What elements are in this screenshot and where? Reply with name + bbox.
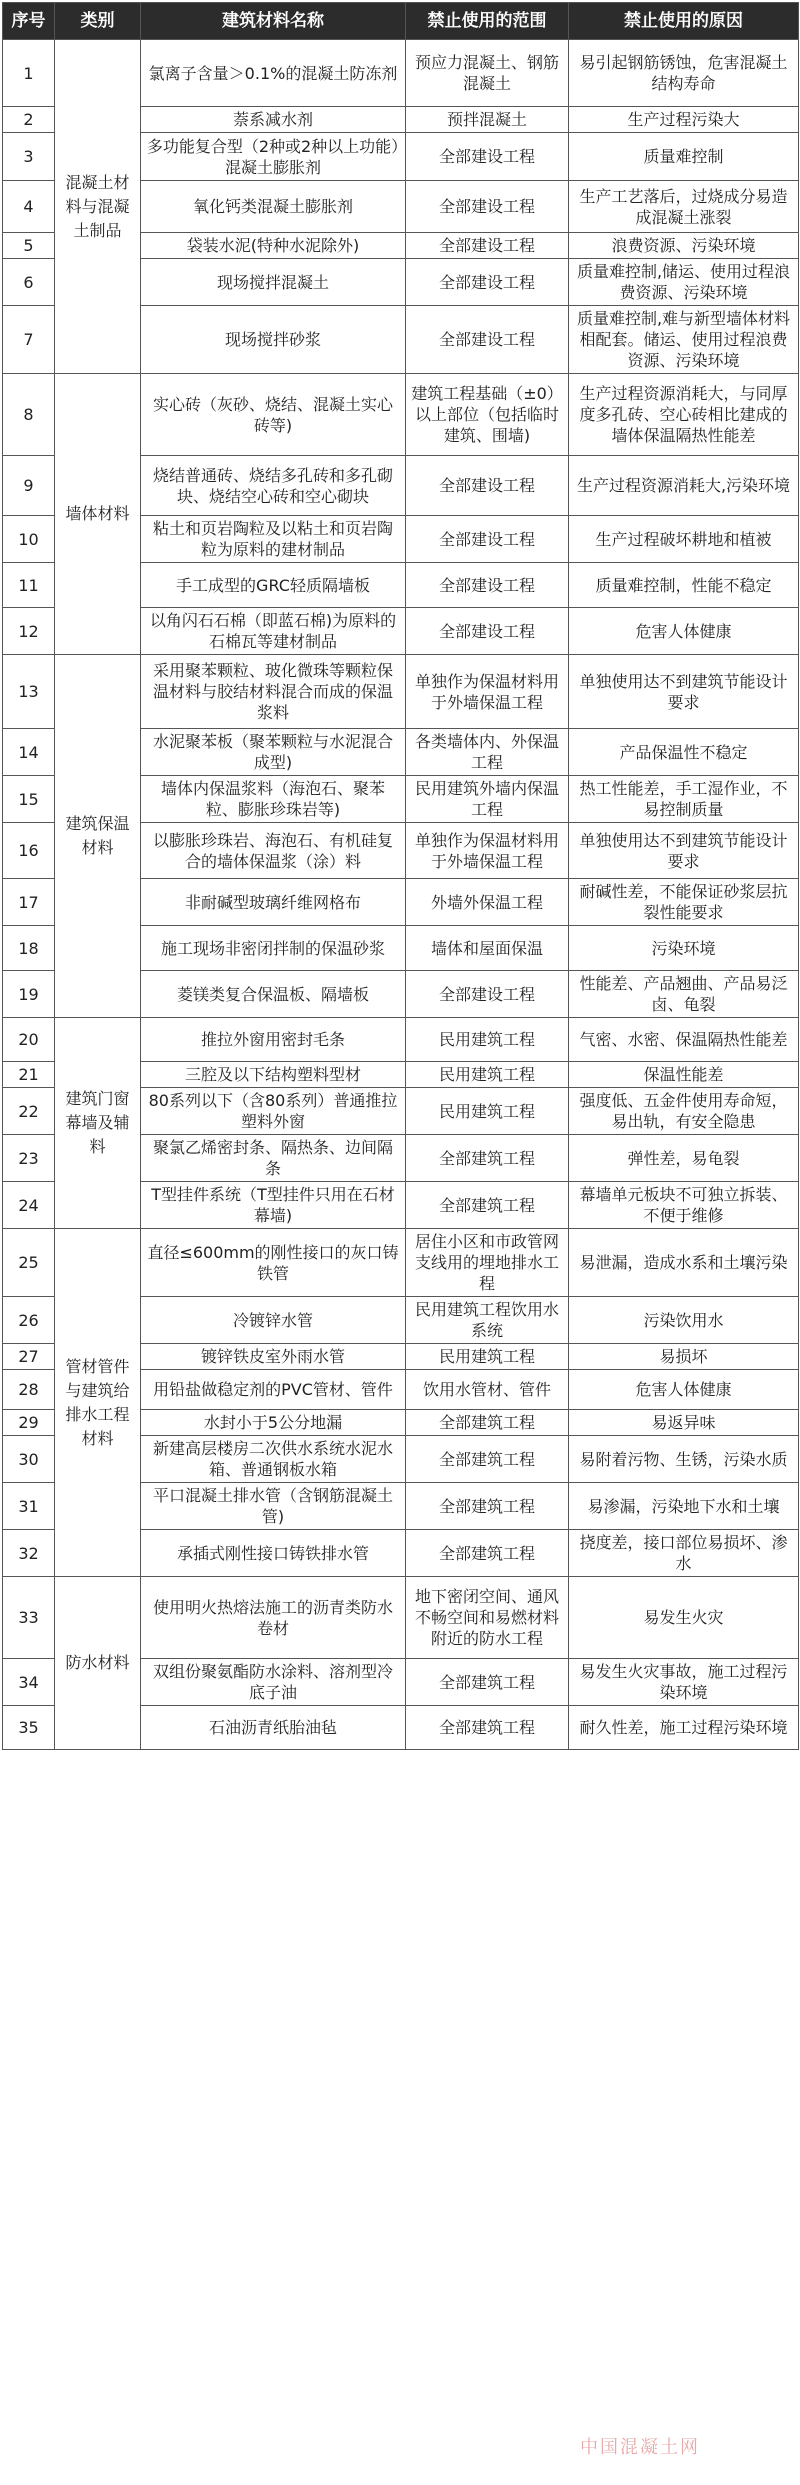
material-name: 使用明火热熔法施工的沥青类防水卷材 xyxy=(141,1577,406,1659)
table-body xyxy=(3,40,799,1750)
prohibited-reason: 易引起钢筋锈蚀，危害混凝土结构寿命 xyxy=(569,40,799,107)
prohibited-reason: 危害人体健康 xyxy=(569,1370,799,1410)
row-number: 13 xyxy=(3,655,55,729)
prohibited-reason: 产品保温性不稳定 xyxy=(569,729,799,776)
prohibited-reason: 热工性能差，手工湿作业，不易控制质量 xyxy=(569,776,799,823)
material-name: 粘土和页岩陶粒及以粘土和页岩陶粒为原料的建材制品 xyxy=(141,516,406,563)
material-name: 以角闪石石棉（即蓝石棉)为原料的石棉瓦等建材制品 xyxy=(141,608,406,655)
material-name: 三腔及以下结构塑料型材 xyxy=(141,1062,406,1088)
category-cell: 防水材料 xyxy=(55,1577,141,1750)
category-cell: 混凝土材料与混凝土制品 xyxy=(55,40,141,374)
prohibited-scope: 民用建筑工程饮用水系统 xyxy=(406,1297,569,1344)
prohibited-scope: 全部建筑工程 xyxy=(406,1659,569,1706)
prohibited-reason: 易泄漏，造成水系和土壤污染 xyxy=(569,1229,799,1297)
prohibited-reason: 易发生火灾 xyxy=(569,1577,799,1659)
row-number: 7 xyxy=(3,306,55,374)
row-number: 32 xyxy=(3,1530,55,1577)
row-number: 12 xyxy=(3,608,55,655)
prohibited-reason: 生产过程污染大 xyxy=(569,107,799,133)
row-number: 34 xyxy=(3,1659,55,1706)
prohibited-reason: 易损坏 xyxy=(569,1344,799,1370)
row-number: 5 xyxy=(3,233,55,259)
prohibited-reason: 保温性能差 xyxy=(569,1062,799,1088)
row-number: 10 xyxy=(3,516,55,563)
row-number: 22 xyxy=(3,1088,55,1135)
material-name: 水泥聚苯板（聚苯颗粒与水泥混合成型) xyxy=(141,729,406,776)
prohibited-reason: 耐久性差，施工过程污染环境 xyxy=(569,1706,799,1750)
material-name: 施工现场非密闭拌制的保温砂浆 xyxy=(141,926,406,971)
material-name: 烧结普通砖、烧结多孔砖和多孔砌块、烧结空心砖和空心砌块 xyxy=(141,456,406,516)
row-number: 23 xyxy=(3,1135,55,1182)
prohibited-reason: 污染饮用水 xyxy=(569,1297,799,1344)
prohibited-scope: 外墙外保温工程 xyxy=(406,879,569,926)
prohibited-scope: 全部建筑工程 xyxy=(406,1135,569,1182)
prohibited-scope: 全部建设工程 xyxy=(406,133,569,181)
material-name: 直径≤600mm的刚性接口的灰口铸铁管 xyxy=(141,1229,406,1297)
category-cell: 墙体材料 xyxy=(55,374,141,655)
prohibited-scope: 民用建筑工程 xyxy=(406,1062,569,1088)
prohibited-scope: 全部建筑工程 xyxy=(406,1182,569,1229)
material-name: 采用聚苯颗粒、玻化微珠等颗粒保温材料与胶结材料混合而成的保温浆料 xyxy=(141,655,406,729)
prohibited-scope: 全部建设工程 xyxy=(406,608,569,655)
watermark: 中国混凝土网 xyxy=(580,2437,700,2458)
material-name: 氯离子含量＞0.1%的混凝土防冻剂 xyxy=(141,40,406,107)
prohibited-scope: 全部建筑工程 xyxy=(406,1436,569,1483)
material-name: 以膨胀珍珠岩、海泡石、有机硅复合的墙体保温浆（涂）料 xyxy=(141,823,406,879)
prohibited-scope: 全部建设工程 xyxy=(406,259,569,306)
material-name: 手工成型的GRC轻质隔墙板 xyxy=(141,563,406,608)
table-row xyxy=(3,374,799,456)
prohibited-scope: 民用建筑外墙内保温工程 xyxy=(406,776,569,823)
prohibited-reason: 质量难控制，性能不稳定 xyxy=(569,563,799,608)
prohibited-reason: 生产工艺落后，过烧成分易造成混凝土涨裂 xyxy=(569,181,799,233)
row-number: 33 xyxy=(3,1577,55,1659)
prohibited-reason: 耐碱性差，不能保证砂浆层抗裂性能要求 xyxy=(569,879,799,926)
prohibited-scope: 各类墙体内、外保温工程 xyxy=(406,729,569,776)
row-number: 16 xyxy=(3,823,55,879)
prohibited-reason: 强度低、五金件使用寿命短，易出轨，有安全隐患 xyxy=(569,1088,799,1135)
prohibited-scope: 饮用水管材、管件 xyxy=(406,1370,569,1410)
material-name: 聚氯乙烯密封条、隔热条、边间隔条 xyxy=(141,1135,406,1182)
row-number: 18 xyxy=(3,926,55,971)
prohibited-scope: 全部建设工程 xyxy=(406,181,569,233)
material-name: 菱镁类复合保温板、隔墙板 xyxy=(141,971,406,1018)
row-number: 35 xyxy=(3,1706,55,1750)
prohibited-reason: 单独使用达不到建筑节能设计要求 xyxy=(569,823,799,879)
prohibited-reason: 易返异味 xyxy=(569,1410,799,1436)
prohibited-scope: 全部建设工程 xyxy=(406,563,569,608)
table-header-row xyxy=(3,3,799,40)
prohibited-reason: 弹性差，易龟裂 xyxy=(569,1135,799,1182)
row-number: 30 xyxy=(3,1436,55,1483)
prohibited-reason: 浪费资源、污染环境 xyxy=(569,233,799,259)
material-name: 水封小于5公分地漏 xyxy=(141,1410,406,1436)
table-row xyxy=(3,655,799,729)
prohibited-scope: 全部建设工程 xyxy=(406,456,569,516)
material-name: T型挂件系统（T型挂件只用在石材幕墙) xyxy=(141,1182,406,1229)
prohibited-scope: 预应力混凝土、钢筋混凝土 xyxy=(406,40,569,107)
header-no: 序号 xyxy=(3,3,55,40)
prohibited-scope: 全部建筑工程 xyxy=(406,1706,569,1750)
prohibited-scope: 民用建筑工程 xyxy=(406,1018,569,1062)
prohibited-reason: 质量难控制,难与新型墙体材料相配套。储运、使用过程浪费资源、污染环境 xyxy=(569,306,799,374)
row-number: 19 xyxy=(3,971,55,1018)
prohibited-reason: 易附着污物、生锈，污染水质 xyxy=(569,1436,799,1483)
table-row xyxy=(3,1229,799,1297)
prohibited-reason: 易渗漏，污染地下水和土壤 xyxy=(569,1483,799,1530)
prohibited-reason: 单独使用达不到建筑节能设计要求 xyxy=(569,655,799,729)
prohibited-scope: 单独作为保温材料用于外墙保温工程 xyxy=(406,655,569,729)
material-name: 平口混凝土排水管（含钢筋混凝土管) xyxy=(141,1483,406,1530)
row-number: 11 xyxy=(3,563,55,608)
material-name: 推拉外窗用密封毛条 xyxy=(141,1018,406,1062)
row-number: 2 xyxy=(3,107,55,133)
row-number: 6 xyxy=(3,259,55,306)
material-name: 氧化钙类混凝土膨胀剂 xyxy=(141,181,406,233)
category-cell: 建筑门窗幕墙及辅料 xyxy=(55,1018,141,1229)
prohibited-scope: 居住小区和市政管网支线用的埋地排水工程 xyxy=(406,1229,569,1297)
row-number: 15 xyxy=(3,776,55,823)
prohibited-scope: 单独作为保温材料用于外墙保温工程 xyxy=(406,823,569,879)
prohibited-scope: 全部建设工程 xyxy=(406,233,569,259)
row-number: 28 xyxy=(3,1370,55,1410)
row-number: 26 xyxy=(3,1297,55,1344)
prohibited-scope: 民用建筑工程 xyxy=(406,1088,569,1135)
header-material-name: 建筑材料名称 xyxy=(141,3,406,40)
prohibited-scope: 全部建筑工程 xyxy=(406,1410,569,1436)
row-number: 4 xyxy=(3,181,55,233)
material-name: 承插式刚性接口铸铁排水管 xyxy=(141,1530,406,1577)
row-number: 29 xyxy=(3,1410,55,1436)
prohibited-scope: 全部建设工程 xyxy=(406,516,569,563)
row-number: 1 xyxy=(3,40,55,107)
header-prohibited-reason: 禁止使用的原因 xyxy=(569,3,799,40)
prohibited-scope: 民用建筑工程 xyxy=(406,1344,569,1370)
prohibited-scope: 地下密闭空间、通风不畅空间和易燃材料附近的防水工程 xyxy=(406,1577,569,1659)
material-name: 80系列以下（含80系列）普通推拉塑料外窗 xyxy=(141,1088,406,1135)
material-name: 非耐碱型玻璃纤维网格布 xyxy=(141,879,406,926)
material-name: 现场搅拌混凝土 xyxy=(141,259,406,306)
header-prohibited-scope: 禁止使用的范围 xyxy=(406,3,569,40)
header-category: 类别 xyxy=(55,3,141,40)
prohibited-scope: 预拌混凝土 xyxy=(406,107,569,133)
table-row xyxy=(3,1577,799,1659)
material-name: 冷镀锌水管 xyxy=(141,1297,406,1344)
prohibited-reason: 气密、水密、保温隔热性能差 xyxy=(569,1018,799,1062)
row-number: 31 xyxy=(3,1483,55,1530)
prohibited-reason: 幕墙单元板块不可独立拆装、不便于维修 xyxy=(569,1182,799,1229)
material-name: 萘系减水剂 xyxy=(141,107,406,133)
prohibited-reason: 生产过程资源消耗大,污染环境 xyxy=(569,456,799,516)
material-name: 实心砖（灰砂、烧结、混凝土实心砖等) xyxy=(141,374,406,456)
material-name: 现场搅拌砂浆 xyxy=(141,306,406,374)
row-number: 25 xyxy=(3,1229,55,1297)
prohibited-materials-table xyxy=(2,2,799,1750)
prohibited-scope: 建筑工程基础（±0）以上部位（包括临时建筑、围墙) xyxy=(406,374,569,456)
prohibited-reason: 危害人体健康 xyxy=(569,608,799,655)
prohibited-scope: 全部建筑工程 xyxy=(406,1483,569,1530)
prohibited-reason: 生产过程破坏耕地和植被 xyxy=(569,516,799,563)
row-number: 24 xyxy=(3,1182,55,1229)
prohibited-reason: 质量难控制 xyxy=(569,133,799,181)
row-number: 20 xyxy=(3,1018,55,1062)
row-number: 21 xyxy=(3,1062,55,1088)
row-number: 17 xyxy=(3,879,55,926)
table-row xyxy=(3,40,799,107)
material-name: 新建高层楼房二次供水系统水泥水箱、普通钢板水箱 xyxy=(141,1436,406,1483)
material-name: 袋装水泥(特种水泥除外) xyxy=(141,233,406,259)
prohibited-scope: 全部建筑工程 xyxy=(406,1530,569,1577)
material-name: 用铅盐做稳定剂的PVC管材、管件 xyxy=(141,1370,406,1410)
material-name: 墙体内保温浆料（海泡石、聚苯粒、膨胀珍珠岩等) xyxy=(141,776,406,823)
prohibited-scope: 全部建设工程 xyxy=(406,971,569,1018)
prohibited-scope: 墙体和屋面保温 xyxy=(406,926,569,971)
row-number: 8 xyxy=(3,374,55,456)
row-number: 14 xyxy=(3,729,55,776)
row-number: 9 xyxy=(3,456,55,516)
prohibited-reason: 污染环境 xyxy=(569,926,799,971)
prohibited-reason: 易发生火灾事故，施工过程污染环境 xyxy=(569,1659,799,1706)
prohibited-reason: 质量难控制,储运、使用过程浪费资源、污染环境 xyxy=(569,259,799,306)
prohibited-reason: 生产过程资源消耗大，与同厚度多孔砖、空心砖相比建成的墙体保温隔热性能差 xyxy=(569,374,799,456)
table-row xyxy=(3,1018,799,1062)
material-name: 石油沥青纸胎油毡 xyxy=(141,1706,406,1750)
material-name: 双组份聚氨酯防水涂料、溶剂型冷底子油 xyxy=(141,1659,406,1706)
material-name: 多功能复合型（2种或2种以上功能）混凝土膨胀剂 xyxy=(141,133,406,181)
prohibited-scope: 全部建设工程 xyxy=(406,306,569,374)
row-number: 27 xyxy=(3,1344,55,1370)
prohibited-reason: 性能差、产品翘曲、产品易泛卤、龟裂 xyxy=(569,971,799,1018)
material-name: 镀锌铁皮室外雨水管 xyxy=(141,1344,406,1370)
category-cell: 管材管件与建筑给排水工程材料 xyxy=(55,1229,141,1577)
prohibited-reason: 挠度差，接口部位易损坏、渗水 xyxy=(569,1530,799,1577)
category-cell: 建筑保温材料 xyxy=(55,655,141,1018)
row-number: 3 xyxy=(3,133,55,181)
